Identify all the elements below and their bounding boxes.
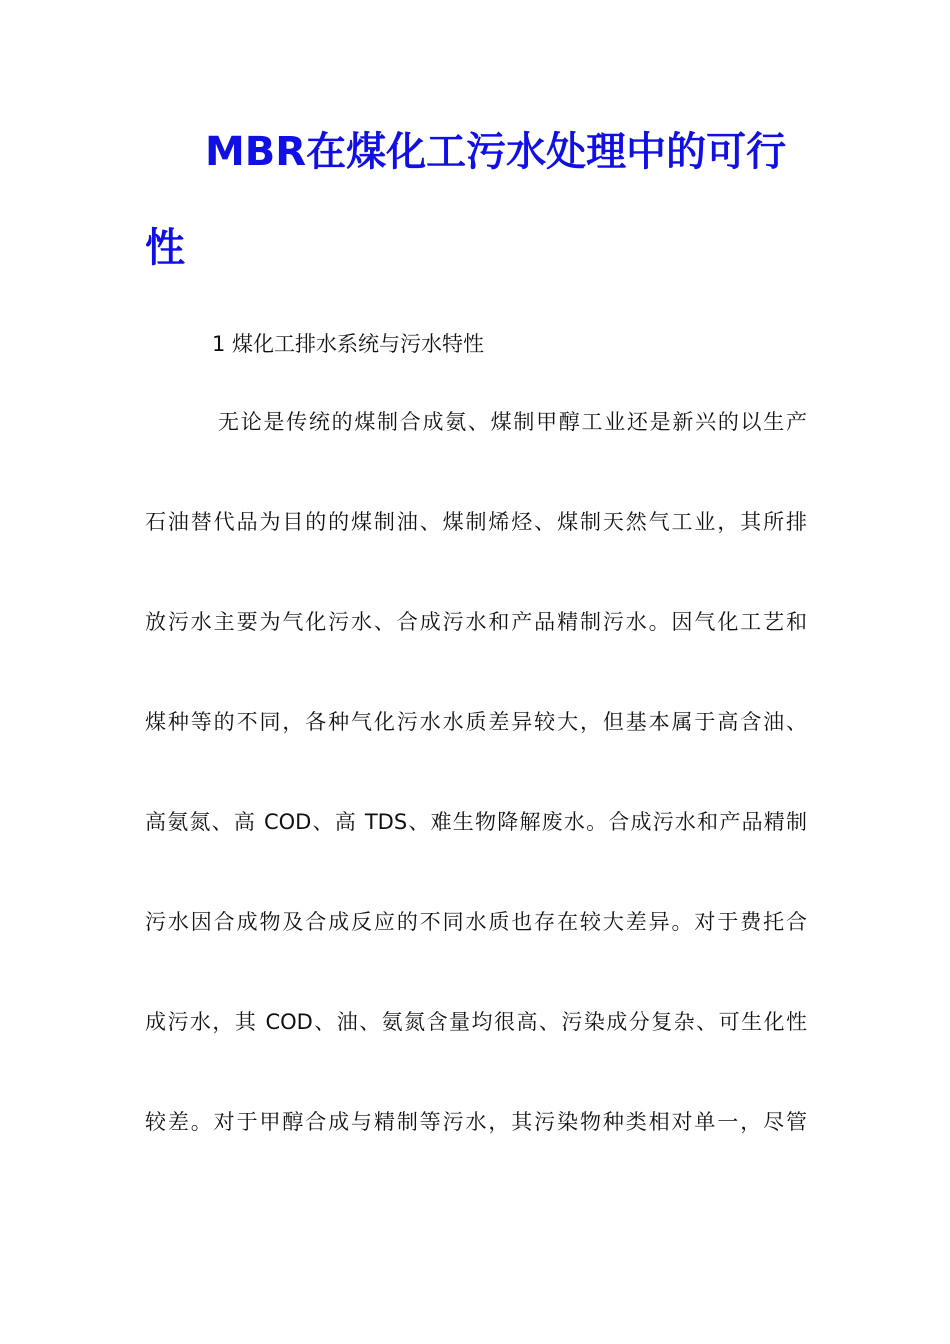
paragraph-line-8: 较差。对于甲醇合成与精制等污水，其污染物种类相对单一，尽管	[145, 1110, 807, 1134]
section-heading: 1 煤化工排水系统与污水特性	[212, 332, 485, 356]
document-title-line-2: 性	[145, 225, 185, 271]
paragraph-line-5: 高氨氮、高 COD、高 TDS、难生物降解废水。合成污水和产品精制	[145, 810, 807, 834]
paragraph-line-3: 放污水主要为气化污水、合成污水和产品精制污水。因气化工艺和	[145, 610, 807, 634]
paragraph-line-7: 成污水，其 COD、油、氨氮含量均很高、污染成分复杂、可生化性	[145, 1010, 807, 1034]
paragraph-line-2: 石油替代品为目的的煤制油、煤制烯烃、煤制天然气工业，其所排	[145, 510, 807, 534]
paragraph-line-1: 无论是传统的煤制合成氨、煤制甲醇工业还是新兴的以生产	[218, 410, 807, 434]
paragraph-line-4: 煤种等的不同，各种气化污水水质差异较大，但基本属于高含油、	[145, 710, 807, 734]
document-title-line-1: MBR在煤化工污水处理中的可行	[205, 129, 787, 175]
paragraph-line-6: 污水因合成物及合成反应的不同水质也存在较大差异。对于费托合	[145, 910, 807, 934]
